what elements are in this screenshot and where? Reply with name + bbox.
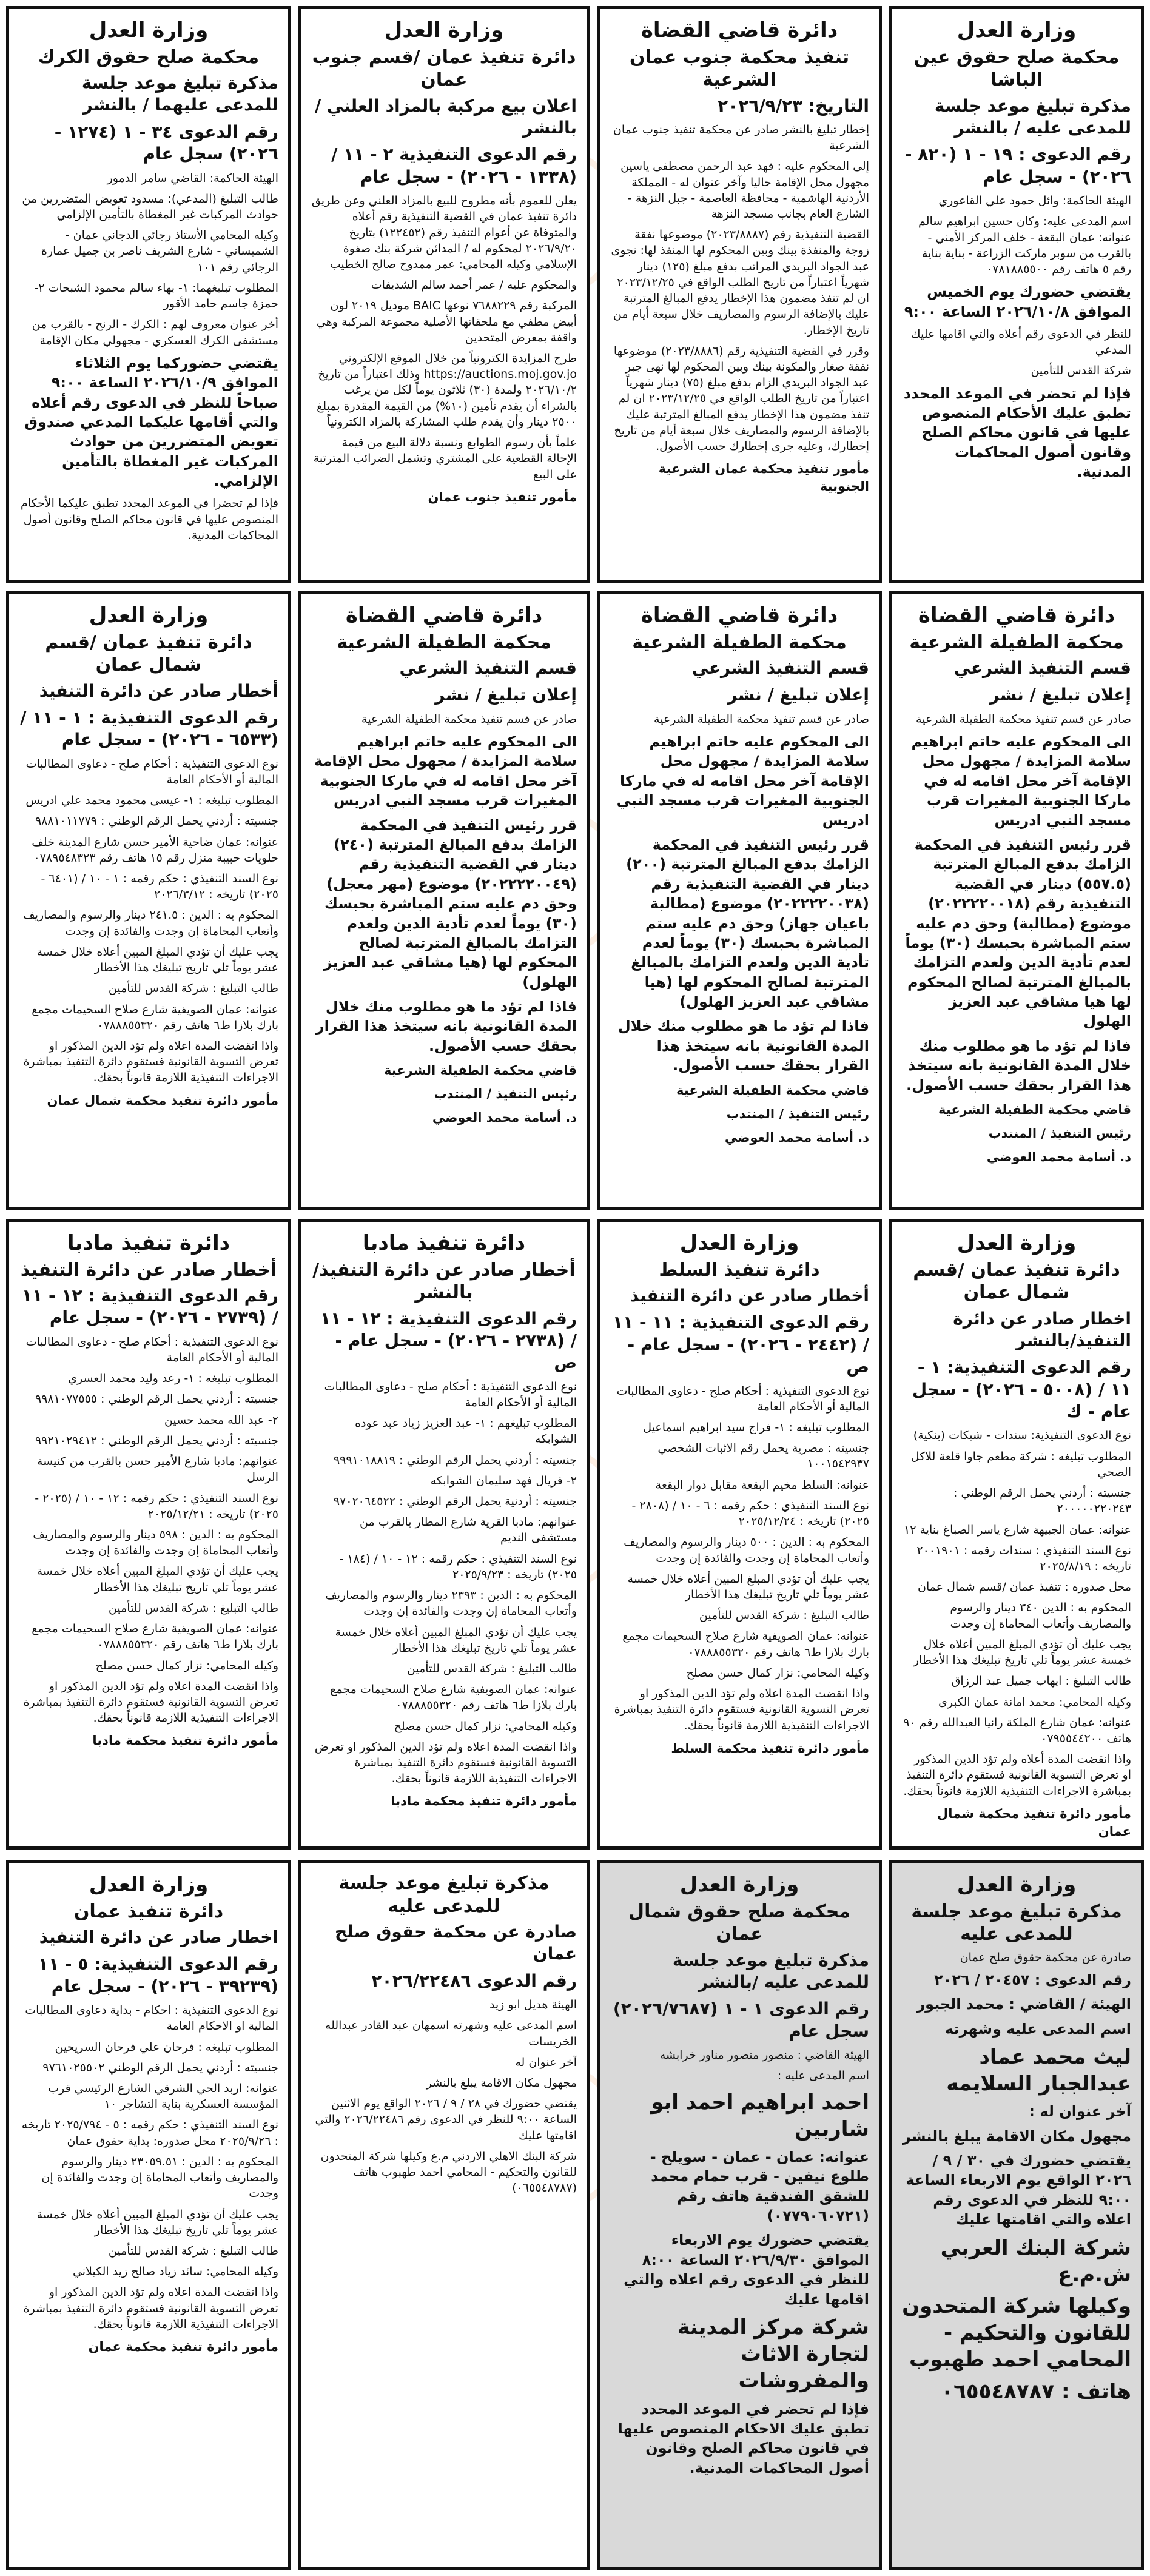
notice-paragraph: والمحكوم عليه / عمر أحمد سالم الشديفات: [371, 278, 577, 292]
notice-paragraph: صادر عن قسم تنفيذ محكمة الطفيلة الشرعية: [654, 712, 869, 726]
notice: [597, 6, 882, 583]
notice-paragraph: واذا انقضت المدة اعلاه ولم تؤد الدين المذكور او تعرض التسوية القانونية فستقوم دائرة التنفيذ بمباشرة الاجراءات التنفيذية اللازمة قانوناً بحقك.: [614, 1687, 869, 1732]
notice-paragraph: عنوانه: السلط مخيم البقعة مقابل دوار البقعة: [655, 1478, 869, 1492]
notice: [298, 1219, 590, 1850]
notice-subheading: رقم الدعوى التنفيذية: ٥ - ١١ (٣٩٢٣٩ - ٢٠٢٦) - سجل عام: [38, 1954, 278, 1996]
notice-paragraph: شركة القدس للتأمين: [1031, 364, 1131, 378]
notice-paragraph: جنسيته : أردني يحمل الرقم الوطني : ٩٨٨١٠١١٧٧٩: [35, 814, 278, 828]
notice-paragraph: المطلوب تبليغهما: ١- بهاء سالم محمود الشبحات ٢- حمزة جاسم حامد الأقور: [34, 281, 278, 311]
notice-paragraph: يجب عليك أن تؤدي المبلغ المبين أعلاه خلال خمسة عشر يوماً تلي تاريخ تبليغك هذا الأخطار: [913, 1637, 1131, 1668]
notice-ministry: وزارة العدل: [957, 1231, 1077, 1255]
notice-paragraph: المحكوم به : الدين : ٥٠٠ دينار والرسوم والمصاريف وأتعاب المحاماة إن وجدت والفائدة إن وجدت: [624, 1535, 869, 1565]
notice-heading: محكمة صلح حقوق شمال عمان: [628, 1900, 850, 1945]
notice-paragraph: وقرر في القضية التنفيذية رقم (٢٠٢٣/٨٨٨٦) موضوعها نفقة صغار والمكونة بينك وبين المحكوم لها نهى جبر عبد الجواد البريدي الزام بدفع مبلغ (٧٥) دينار شهرياً اعتباراً من تاريخ الطلب الواقع في ٢٠٢٣/١٢/٢٥ ان لم تنفذ مضمون هذا الإخطار يدفع المبالغ المترتبة عليك بالإضافة الرسوم والمصاريف خلال سبعة أيام من تاريخ إخطارك، وعليه جرى إخطارك حسب الأصول.: [613, 344, 869, 454]
notice: [889, 6, 1144, 583]
notice-paragraph: المطلوب تبليغه : فرحان علي فرحان السريحين: [55, 2040, 278, 2054]
notice-paragraph: واذا انقضت المدة اعلاه ولم تؤد الدين المذكور او تعرض التسوية القانونية فستقوم دائرة التنفيذ بمباشرة الاجراءات التنفيذية اللازمة قانوناً بحقك.: [23, 1039, 278, 1085]
notice-paragraph: طالب التبليغ : شركة القدس للتأمين: [108, 982, 278, 996]
notice-paragraph: الهيئة هديل ابو زيد: [489, 1998, 577, 2012]
notice: [889, 591, 1144, 1210]
notice-paragraph: طالب التبليغ : شركة القدس للتأمين: [406, 1662, 577, 1675]
notice-paragraph: المحكوم به : الدين : ٥٩٨ دينار والرسوم والمصاريف وأتعاب المحاماة إن وجدت والفائدة إن وجدت: [33, 1528, 278, 1558]
notice: [597, 1219, 882, 1850]
notice-signature: رئيس التنفيذ / المنتدب: [988, 1126, 1131, 1141]
notice-signature: مأمور دائرة تنفيذ محكمة عمان: [88, 2340, 278, 2355]
notice-heading: محكمة الطفيلة الشرعية: [632, 631, 847, 653]
notice-paragraph-bold: مجهول مكان الاقامة يبلغ بالنشر: [902, 2127, 1131, 2145]
notice-paragraph: المحكوم به : الدين : ٢٤١.٥ دينار والرسوم والمصاريف وأتعاب المحاماة إن وجدت والفائدة إن وجدت: [23, 908, 278, 938]
notice-subheading: رقم الدعوى التنفيذية: ١ - ١١ / (٥٠٠٨ - ٢٠٢٦) - سجل عام - ك: [912, 1357, 1131, 1422]
notice-ministry: دائرة قاضي القضاة: [641, 603, 838, 628]
notice-heading: محكمة صلح حقوق الكرك: [38, 46, 260, 68]
notice-paragraph: وكيله المحامي الأستاذ رجائي الدجاني عمان - الشميساني - شارع الشريف ناصر بن جميل عمارة الرجائي رقم ١٠١: [41, 229, 278, 274]
notice-paragraph: نوع السند التنفيذي : حكم رقمه : ١٢ - ١٠ / (٢٠٢٥ - ٢٠٢٥) تاريخه : ٢٠٢٥/١٢/٢١: [35, 1491, 278, 1521]
notice-paragraph-bold: يقتضي حضورك يوم الاربعاء الموافق ٢٠٢٦/٩/٣٠ الساعة ٨:٠٠ للنظر في الدعوى رقم اعلاه والتي اقامها عليك: [624, 2232, 869, 2308]
notice-paragraph-bold: يقتضي حضوركما يوم الثلاثاء الموافق ٢٠٢٦/١٠/٩ الساعة ٩:٠٠ صباحاً للنظر في الدعوى رقم أعلاه والتي أقامها عليكما المدعي صندوق تعويض المتضررين من حوادث المركبات غير المغطاة بالتأمين الإلزامي.: [24, 354, 278, 490]
notice-subheading: أخطار صادر عن دائرة التنفيذ: [39, 680, 278, 701]
notice-ministry: وزارة العدل: [679, 1873, 799, 1897]
notice-paragraph: وكيله المحامي: محمد امانة عمان الكبرى: [938, 1695, 1131, 1709]
notice-heading: مذكرة تبليغ موعد جلسة للمدعى عليه: [338, 1873, 550, 1917]
notice-signature: مأمور تنفيذ محكمة عمان الشرعية الجنوبية: [658, 461, 869, 494]
notice-heading: أخطار صادر عن دائرة التنفيذ/بالنشر: [312, 1259, 576, 1303]
notice-heading: مذكرة تبليغ موعد جلسة للمدعى عليه: [911, 1900, 1122, 1945]
notice-paragraph: واذا انقضت المدة اعلاه ولم تؤد الدين المذكور او تعرض التسوية القانونية فستقوم دائرة التنفيذ بمباشرة الاجراءات التنفيذية اللازمة قانوناً بحقك.: [23, 2286, 278, 2331]
notice-paragraph: عنوانه: عمان الصويفية شارع صلاح السحيمات مجمع بارك بلازا ط٦ هاتف رقم ٠٧٨٨٨٥٥٣٢٠: [32, 1622, 278, 1652]
notice-paragraph: آخر عنوان له: [515, 2055, 577, 2069]
notice-subheading: قسم التنفيذ الشرعي: [953, 658, 1131, 678]
notice-ministry: وزارة العدل: [957, 18, 1077, 42]
notice-ministry: دائرة تنفيذ مادبا: [67, 1231, 230, 1255]
notice-paragraph: عنوانهم: مادبا شارع الأمير حسن بالقرب من كنيسة الرسل: [36, 1455, 278, 1484]
notice-paragraph: الهيئة الحاكمة: وائل حمود علي القاعوري: [938, 194, 1131, 208]
notice-emphasis: شركة مركز المدينة لتجارة الاثاث والمفروشات: [678, 2315, 869, 2393]
notice-paragraph-bold: فاذا لم تؤد ما هو مطلوب منك خلال المدة القانونية بانه سيتخذ هذا القرار بحقك حسب الأصول.: [617, 1018, 869, 1075]
notice-paragraph-bold: الى المحكوم عليه حاتم ابراهيم سلامة المزايدة / مجهول محل الإقامة آخر محل اقامه له في ماركا الجنوبية المغيرات قرب مسجد النبي ادريس: [911, 733, 1131, 829]
notice-paragraph: طالب التبليغ : شركة القدس للتأمين: [108, 2244, 278, 2258]
notice-paragraph: يجب عليك أن تؤدي المبلغ المبين أعلاه خلال خمسة عشر يوماً تلي تاريخ تبليغك هذا الأخطار: [627, 1572, 869, 1602]
notice-subheading: رقم الدعوى التنفيذية : ١٢ - ١١ / (٢٧٣٩ - ٢٠٢٦) - سجل عام: [22, 1286, 278, 1328]
notice-signature: قاضي محكمة الطفيلة الشرعية: [676, 1082, 869, 1098]
notice-paragraph: وكيله المحامي: سائد زياد صالح زيد الكيلاني: [72, 2265, 278, 2279]
notice-paragraph: يجب عليك أن تؤدي المبلغ المبين أعلاه خلال خمسة عشر يوماً تلي تاريخ تبليغك هذا الأخطار: [36, 1565, 278, 1594]
notice-heading: دائرة تنفيذ عمان /قسم جنوب عمان: [312, 46, 576, 90]
notice-paragraph: جنسيته : أردني يحمل الرقم الوطني : ٩٩٨١٠٧٧٥٥٥: [35, 1392, 278, 1406]
notice-paragraph: المطلوب تبليغه : شركة مطعم جاوا قلعة للاكل الصحي: [910, 1449, 1131, 1479]
notice-paragraph: القضية التنفيذية رقم (٢٠٢٣/٨٨٨٧) موضوعها نفقة زوجة والمنفذة بينك وبين المحكوم لها المنفذ لها: نجوى عبد الجواد البريدي المراتب بدفع مبلغ (١٢٥) دينار شهرياً اعتباراً من تاريخ الطلب الواقع في ٢٠٢٣/١٢/٢٥ ان لم تنفذ مضمون هذا الإخطار يدفع المبالغ المترتبة عليك بالإضافة الرسوم والمصاريف خلال سبعة أيام من تاريخ الإخطار.: [611, 228, 869, 337]
notice-subheading: صادرة عن محكمة حقوق صلح عمان: [334, 1922, 577, 1964]
notice-paragraph: وكيله المحامي: نزار كمال حسن مصلح: [686, 1666, 869, 1680]
notice-ministry: وزارة العدل: [384, 18, 504, 42]
notice-signature: رئيس التنفيذ / المنتدب: [726, 1106, 869, 1121]
notice-subheading: إعلان تبليغ / نشر: [727, 685, 869, 705]
notice-subheading: رقم الدعوى التنفيذية : ١ - ١١ / (٦٥٣٣ - ٢٠٢٦) - سجل عام: [20, 707, 278, 750]
notice-subheading: رقم الدعوى التنفيذية : ١١ - ١١ / (٢٤٤٢ - ٢٠٢٦) - سجل عام - ص: [613, 1312, 869, 1377]
notice-heading: أخطار صادر عن دائرة التنفيذ: [20, 1259, 277, 1281]
notice-paragraph: نوع الدعوى التنفيذية : أحكام صلح - دعاوى المطالبات المالية أو الأحكام العامة: [324, 1380, 577, 1409]
notice-heading: دائرة تنفيذ عمان /قسم شمال عمان: [913, 1259, 1120, 1303]
notice: [6, 6, 291, 583]
notice-paragraph: نوع الدعوى التنفيذية: سندات - شيكات (بنكية): [913, 1429, 1131, 1443]
notice: [889, 1219, 1144, 1850]
notice-subheading: مذكرة تبليغ موعد جلسة للمدعى عليه /بالنشر: [672, 1950, 869, 1992]
notice-paragraph-bold: الهيئة / القاضي : محمد الجبور: [916, 1996, 1131, 2013]
notice-ministry: دائرة قاضي القضاة: [641, 18, 838, 42]
notice-paragraph: فإذا لم تحضرا في الموعد المحدد تطبق عليكما الأحكام المنصوص عليها في قانون محاكم الصلح وقانون أصول المحاكمات المدنية.: [21, 497, 278, 542]
notice: [6, 1860, 291, 2570]
notice-paragraph-bold: رقم الدعوى : ٢٠٤٥٧ / ٢٠٢٦: [934, 1971, 1131, 1988]
notice-paragraph: عنوانه: عمان الجبيهة شارع ياسر الصباغ بناية ١٢: [904, 1523, 1131, 1537]
notice-subheading: رقم الدعوى ١ - ١ (٢٠٢٦/٧٦٨٧) سجل عام: [613, 1999, 869, 2041]
notice-paragraph: واذا انقضت المدة أعلاه ولم تؤد الدين المذكور او تعرض التسوية القانونية فستقوم دائرة التنفيذ بمباشرة الاجراءات التنفيذية اللازمة قانوناً بحقك.: [903, 1753, 1131, 1798]
notice-signature: قاضي محكمة الطفيلة الشرعية: [384, 1063, 577, 1078]
notice-emphasis: ليث محمد عماد عبدالجبار السلايمه: [946, 2044, 1131, 2096]
notice-paragraph: المطلوب تبليغهم : ١- عبد العزيز زياد عبد عوده الشوابكه: [355, 1417, 577, 1446]
notice-emphasis: وكيلها شركة المتحدون للقانون والتحكيم - المحامي احمد طهبوب: [902, 2293, 1131, 2372]
notice-signature: قاضي محكمة الطفيلة الشرعية: [938, 1102, 1131, 1118]
notice-paragraph: نوع السند التنفيذي : سندات رقمه : ٢٠٠١٩٠١ تاريخه : ٢٠٢٥/٨/١٩: [916, 1543, 1131, 1573]
notice-ministry: وزارة العدل: [89, 18, 209, 42]
notice-paragraph: المحكوم به : الدين : ٢٣٩٣ دينار والرسوم والمصاريف وأتعاب المحاماة إن وجدت والفائدة إن وجدت: [325, 1589, 577, 1618]
notice-paragraph-bold: قرر رئيس التنفيذ في المحكمة الزامك بدفع المبالغ المترتبة (٥٥٧.٥) دينار في القضية التنفيذية رقم (٢٠٢٢٢٢٠٠١٨) موضوع (مطالبة) وحق دم عليه ستم المباشرة بحبسك (٣٠) يوماً لعدم تأدية الدين ولعدم التزامك بالمبالغ المترتبة لصالح المحكوم لها هيا مشاقي عبد العزيز الهلول: [905, 836, 1131, 1030]
notice-paragraph: للنظر في الدعوى رقم أعلاه والتي اقامها عليك المدعي: [910, 327, 1131, 357]
notice-paragraph-bold: قرر رئيس التنفيذ في المحكمة الزامك بدفع المبالغ المترتبة (٢٤٠) دينار في القضية التنفيذية رقم (٢٠٢٢٢٢٠٠٤٩) موضوع (مهر معجل) وحق دم عليه ستم المباشرة بحبسك (٣٠) يوماً لعدم تأدية الدين ولعدم التزامك بالمبالغ المترتبة لصالح المحكوم لها (هيا مشاقي عبد العزيز الهلول): [323, 816, 577, 991]
notice-paragraph: اسم المدعى عليه وشهرته اسمهان عبد القادر عبدالله الخريسات: [324, 2019, 577, 2048]
notice-paragraph: جنسيته : أردني يحمل الرقم الوطني : ٩٩٢١٠٢٩٤١٢: [35, 1434, 278, 1447]
notice-ministry: وزارة العدل: [89, 603, 209, 628]
notice-paragraph: المركبة رقم ٧٦٨٨٢٢٩ نوعها BAIC موديل ٢٠١٩ لون أبيض مطفي مع ملحقاتها الأصلية مجموعة المركبة وهي واقفة بمعرض المتحدين: [316, 299, 577, 344]
notice-paragraph: علماً بأن رسوم الطوابع ونسبة دلالة البيع من قيمة الإحالة القطعية على المشتري وتشمل الضرائب المترتبة على البيع: [313, 436, 577, 481]
notice-paragraph: أخر عنوان معروف لهم : الكرك - الرنح - بالقرب من مستشفى الكرك العسكري - مجهولي مكان الإقامة: [32, 318, 278, 347]
notice-paragraph: يجب عليك أن تؤدي المبلغ المبين أعلاه خلال خمسة عشر يوماً تلي تاريخ تبليغك هذا الأخطار: [36, 2207, 278, 2237]
notice-paragraph: المحكوم به : الدين : ٢٣٠٥٩.٥١ دينار والرسوم والمصاريف وأتعاب المحاماة إن وجدت والفائدة إن وجدت: [41, 2155, 278, 2201]
notice-paragraph: الهيئة القاضي : منصور منصور مناور خرابشه: [659, 2048, 869, 2062]
notice-subheading: رقم الدعوى : ١٩ - ١ (٨٢٠ - ٢٠٢٦) - سجل عام: [904, 144, 1131, 187]
notice-paragraph: يجب عليك أن تؤدي المبلغ المبين أعلاه خلال خمسة عشر يوماً تلي تاريخ تبليغك هذا الأخطار: [335, 1625, 577, 1655]
notice-signature: مأمور دائرة تنفيذ محكمة شمال عمان: [937, 1806, 1131, 1839]
notice-paragraph: اسم المدعى عليه :: [777, 2069, 869, 2083]
notice-subheading: رقم الدعوى ٢٠٢٦/٢٢٤٨٦: [371, 1970, 577, 1991]
notice-paragraph: جنسيته : مصرية يحمل رقم الاثبات الشخصي ١٠٠١٥٤٢٩٣٧: [657, 1441, 869, 1471]
notice-paragraph: طالب التبليغ : ايهاب جميل عبد الرزاق: [951, 1674, 1131, 1688]
notice-heading: محكمة صلح حقوق عين الباشا: [913, 46, 1120, 90]
notice: [597, 1860, 882, 2570]
notice: [298, 1860, 590, 2570]
notice-subheading: إعلان تبليغ / نشر: [435, 685, 577, 705]
notice-paragraph: طالب التبليغ : شركة القدس للتأمين: [108, 1601, 278, 1615]
notice-paragraph: عنوانه: عمان الصويفية شارع صلاح السحيمات مجمع بارك بلازا ط٦ هاتف رقم ٠٧٨٨٨٥٥٣٢٠: [330, 1683, 577, 1712]
notice-paragraph-bold: الى المحكوم عليه حاتم ابراهيم سلامة المزايدة / مجهول محل الإقامة آخر محل اقامه له في ماركا الجنوبية المغيرات قرب مسجد النبي ادريس: [314, 733, 577, 810]
notice-ministry: دائرة تنفيذ مادبا: [362, 1231, 526, 1255]
notice-paragraph: نوع الدعوى التنفيذية : أحكام صلح - دعاوى المطالبات المالية أو الأحكام العامة: [25, 1335, 278, 1364]
notice-ministry: دائرة قاضي القضاة: [345, 603, 543, 628]
notice-signature: د. أسامة محمد العوضي: [986, 1149, 1131, 1164]
notice-paragraph: واذا انقضت المدة اعلاه ولم تؤد الدين المذكور او تعرض التسوية القانونية فستقوم دائرة التنفيذ بمباشرة الاجراءات التنفيذية اللازمة قانوناً بحقك.: [314, 1740, 577, 1786]
notice-paragraph-bold: قرر رئيس التنفيذ في المحكمة الزامك بدفع المبالغ المترتبة (٢٠٠) دينار في القضية التنفيذية رقم (٢٠٢٢٢٢٠٠٣٨) موضوع (مطالبة باعيان جهاز) وحق دم عليه ستم المباشرة بحبسك (٣٠) يوماً لعدم تأدية الدين ولعدم التزامك بالمبالغ المترتبة لصالح المحكوم لها (هيا مشاقي عبد العزيز الهلول): [626, 836, 869, 1011]
notice-subheading: رقم الدعوى التنفيذية ٢ - ١١ / (١٣٣٨ - ٢٠٢٦) - سجل عام: [331, 144, 577, 187]
notice-paragraph: نوع السند التنفيذي : حكم رقمه : ١ - ١٠ / (٦٤٠١ - ٢٠٢٥) تاريخه : ٢٠٢٦/٣/١٢: [41, 871, 278, 902]
notice-signature: مأمور دائرة تنفيذ محكمة مادبا: [391, 1794, 577, 1809]
notice-paragraph: عنوانه: عمان الصويفية شارع صلاح السحيمات مجمع بارك بلازا ط٦ هاتف رقم ٠٧٨٨٨٥٥٣٢٠: [622, 1629, 869, 1659]
notice-paragraph: وكيله المحامي: نزار كمال حسن مصلح: [95, 1659, 278, 1672]
notice-emphasis: شركة البنك العربي ش.م.ع: [940, 2235, 1131, 2287]
notice-ministry: وزارة العدل: [957, 1873, 1077, 1897]
notice-paragraph: نوع الدعوى التنفيذية : أحكام صلح - دعاوى المطالبات المالية أو الأحكام العامة: [25, 757, 278, 787]
notice-subheading: اعلان بيع مركبة بالمزاد العلني / بالنشر: [314, 95, 577, 138]
notice-subheading: قسم التنفيذ الشرعي: [691, 658, 869, 678]
notice-paragraph: يجب عليك أن تؤدي المبلغ المبين أعلاه خلال خمسة عشر يوماً تلي تاريخ تبليغك هذا الأخطار: [36, 945, 278, 975]
notice: [6, 1219, 291, 1850]
notice-paragraph: إلى المحكوم عليه : فهد عبد الرحمن مصطفى ياسين مجهول محل الإقامة حاليا وآخر عنوان له - المملكة الأردنية الهاشمية - محافظة العاصمة - جبل النزهة - الشارع العام بجانب مسجد النزهة: [620, 159, 869, 221]
notice-paragraph: صادر عن قسم تنفيذ محكمة الطفيلة الشرعية: [916, 712, 1131, 726]
notice-paragraph: نوع الدعوى التنفيذية : أحكام صلح - دعاوى المطالبات المالية أو الأحكام العامة: [616, 1384, 869, 1414]
notice: [298, 6, 590, 583]
notice-emphasis: احمد ابراهيم احمد ابو شاربين: [651, 2090, 869, 2141]
notice-heading: دائرة تنفيذ عمان: [73, 1900, 224, 1922]
notice-paragraph: صادرة عن محكمة حقوق صلح عمان: [960, 1950, 1131, 1964]
notice-paragraph: عنوانهم: مادبا القرية شارع المطار بالقرب من مستشفى النديم: [360, 1515, 577, 1545]
notice-subheading: التاريخ: ٢٠٢٦/٩/٢٣: [718, 95, 869, 116]
notice-subheading: اخطار صادر عن دائرة التنفيذ: [39, 1927, 278, 1947]
notice-paragraph: عنوانه: اربد الحي الشرقي الشارع الرئيسي قرب المؤسسة العسكرية بناية التشاجر ١٠: [48, 2082, 278, 2111]
notice-paragraph-bold: اسم المدعى عليه وشهرته: [945, 2020, 1131, 2038]
notice-subheading: إعلان تبليغ / نشر: [989, 685, 1131, 705]
notice-paragraph: وكيله المحامي: نزار كمال حسن مصلح: [394, 1719, 577, 1733]
notice-paragraph: طالب التبليغ : شركة القدس للتأمين: [699, 1609, 869, 1623]
notice-paragraph: نوع الدعوى التنفيذية : احكام - بداية دعاوى المطالبات المالية او الاحكام العامة: [25, 2004, 278, 2033]
notice-paragraph: المحكوم به : الدين ٣٤٠ دينار والرسوم والمصاريف وأتعاب المحاماة إن وجدت: [950, 1601, 1131, 1631]
notice-paragraph: صادر عن قسم تنفيذ محكمة الطفيلة الشرعية: [361, 712, 577, 726]
notice: [298, 591, 590, 1210]
notice-paragraph: اسم المدعى عليه: وكان حسين ابراهيم سالم عنوانه: عمان البقعة - خلف المركز الأمني - بالقرب من سوبر ماركت الزراعة - بناية بناية رقم ٥ هاتف رقم ٠٧٨١٨٨٥٥٠٠: [918, 215, 1131, 276]
notice-subheading: رقم الدعوى التنفيذية : ١٢ - ١١ / (٢٧٣٨ - ٢٠٢٦) - سجل عام - ص: [320, 1308, 577, 1373]
notice-paragraph: ٢- فريال فهد سليمان الشوابكه: [430, 1474, 577, 1488]
notice-paragraph: المطلوب تبليغه : ١- فراج سيد ابراهيم اسماعيل: [643, 1421, 869, 1434]
notice: [889, 1860, 1144, 2570]
notice-signature: د. أسامة محمد العوضي: [432, 1110, 577, 1125]
notice: [597, 591, 882, 1210]
notice-subheading: مذكرة تبليغ موعد جلسة للمدعى عليهما / بالنشر: [81, 73, 278, 115]
notice-paragraph: عنوانه: عمان ضاحية الأمير حسن شارع المدينة خلف حلويات حبيبة منزل رقم ١٥ هاتف رقم ٠٧٨٩٥٤٨٣٢٣: [32, 835, 278, 865]
notice-paragraph: يعلن للعموم بأنه مطروح للبيع بالمزاد العلني وعن طريق دائرة تنفيذ عمان في القضية التنفيذية رقم أعلاه والمتوفاة عن أعوام التنفيذ رقم (١٢٢٤٥٢) بتاريخ ٢٠٢٦/٩/٢٠ لمحكوم له / المدائن شركة بنك صفوة الإسلامي وكيله المحامي: عمر ممدوح صالح الخطيب: [311, 194, 577, 271]
notice-paragraph: طرح المزايدة الكترونياً من خلال الموقع الإلكتروني https://auctions.moj.gov.jo وذلك اعتباراً من تاريخ ٢٠٢٦/١٠/٢ ولمدة (٣٠) ثلاثون يوماً لكل من يرغب بالشراء أن يقدم تأمين (١٠%) من القيمة المقدرة بمبلغ ٢٥٠٠ دينار وأن يقدم طلب المشاركة بالمزاد الكترونياً: [317, 352, 577, 429]
notice-paragraph: الهيئة الحاكمة: القاضي سامر الدمور: [107, 171, 278, 185]
notice-heading: محكمة الطفيلة الشرعية: [909, 631, 1124, 653]
notice-paragraph-bold: عنوانه: عمان - عمان - سويلح - طلوع نيفين - قرب حمام محمد للشقق الفندقية هاتف رقم (٠٧٧٩٠٦٠٧٢١): [650, 2148, 869, 2225]
notice-paragraph: جنسيته : أردني يحمل الرقم الوطني ٩٧٦١٠٢٥٥٠٢: [42, 2061, 278, 2075]
notice-paragraph: يقتضي حضورك في ٢٨ / ٩ / ٢٠٢٦ الواقع يوم الاثنين الساعة ٩:٠٠ للنظر في الدعوى رقم ٢٠٢٦/٢٢٤٨٦ والتي اقامتها عليك: [315, 2097, 577, 2142]
notice-paragraph-bold: فاذا لم تؤد ما هو مطلوب منك خلال المدة القانونية بانه سيتخذ هذا القرار بحقك حسب الأصول.: [906, 1037, 1131, 1094]
notice-signature: مأمور دائرة تنفيذ محكمة السلط: [671, 1740, 869, 1756]
notice-signature: مأمور تنفيذ جنوب عمان: [428, 489, 577, 505]
notice-paragraph: جنسيته : أردني يحمل الرقم الوطني : ٩٩٩١٠١٨٨١٩: [333, 1453, 577, 1467]
notice-ministry: وزارة العدل: [679, 1231, 799, 1255]
notice-ministry: دائرة قاضي القضاة: [918, 603, 1115, 628]
notice-signature: مأمور دائرة تنفيذ محكمة مادبا: [92, 1733, 278, 1748]
notice-paragraph-bold: فإذا لم تحضر في الموعد المحدد تطبق عليك الأحكام المنصوص عليها في قانون محاكم الصلح وقانون أصول المحاكمات المدنية.: [903, 384, 1131, 481]
notice-paragraph: عنوانه: عمان الصويفية شارع صلاح السحيمات مجمع بارك بلازا ط٦ هاتف رقم ٠٧٨٨٨٥٥٣٢٠: [32, 1002, 278, 1032]
notice-paragraph: إخطار تبليغ بالنشر صادر عن محكمة تنفيذ جنوب عمان الشرعية: [613, 122, 869, 153]
notice-heading: دائرة تنفيذ السلط: [659, 1259, 820, 1281]
notice-paragraph: محل صدوره : تنفيذ عمان /قسم شمال عمان: [918, 1580, 1131, 1594]
notice-paragraph: نوع السند التنفيذي : حكم رقمه : ١٢ - ١٠ / (١٨٤ - ٢٠٢٥) تاريخه : ٢٠٢٥/٩/٢٣: [339, 1552, 577, 1581]
notice-paragraph: نوع السند التنفيذي : حكم رقمه : ٥ - ٢٠٢٥/٧٩٤ تاريخه : ٢٠٢٥/٩/٢٦ محل صدوره: بداية حقوق عمان: [21, 2118, 278, 2148]
notice-paragraph: جنسيته : أردنية يحمل الرقم الوطني : ٩٧٠٢٠٦٤٥٢٢: [333, 1494, 577, 1508]
notice-paragraph: واذا انقضت المدة اعلاه ولم تؤد الدين المذكور او تعرض التسوية القانونية فستقوم دائرة التنفيذ بمباشرة الاجراءات التنفيذية اللازمة قانوناً بحقك.: [23, 1679, 278, 1725]
notice-paragraph: جنسيته : أردني يحمل الرقم الوطني : ٢٠٠٠٠٠٢٢٠٢٤٣: [953, 1486, 1131, 1516]
notice-ministry: وزارة العدل: [89, 1873, 209, 1897]
notice-paragraph-bold: الى المحكوم عليه حاتم ابراهيم سلامة المزايدة / مجهول محل الإقامة آخر محل اقامه له في ماركا الجنوبية المغيرات قرب مسجد النبي ادريس: [616, 733, 869, 829]
notice-heading: تنفيذ محكمة جنوب عمان الشرعية: [629, 46, 850, 90]
notice-paragraph: شركة البنك الاهلي الاردني م.ع وكيلها شركة المتحدون للقانون والتحكيم - المحامي احمد طهبوب هاتف (٠٦٥٥٤٨٧٨٧): [320, 2149, 577, 2195]
notice-paragraph-bold: فاذا لم تؤد ما هو مطلوب منك خلال المدة القانونية بانه سيتخذ هذا القرار بحقك حسب الأصول.: [315, 998, 577, 1055]
notice-subheading: اخطار صادر عن دائرة التنفيذ/بالنشر: [953, 1308, 1131, 1350]
notice-subheading: مذكرة تبليغ موعد جلسة للمدعى عليه / بالنشر: [934, 95, 1131, 138]
notice-subheading: قسم التنفيذ الشرعي: [399, 658, 577, 678]
notice-paragraph: المطلوب تبليغه : ١- عيسى محمود محمد علي ادريس: [25, 794, 278, 808]
notice-paragraph: نوع السند التنفيذي : حكم رقمه : ٦ - ١٠ / (٢٨٠٨ - ٢٠٢٥) تاريخه : ٢٠٢٥/١٢/٢٤: [631, 1498, 869, 1529]
notice-paragraph: مجهول مكان الاقامة يبلغ بالنشر: [426, 2076, 577, 2090]
notice-paragraph-bold: آخر عنوان له :: [1029, 2103, 1131, 2121]
notice-emphasis: هاتف : ٠٦٥٥٤٨٧٨٧: [941, 2379, 1131, 2404]
notice-paragraph-bold: فإذا لم تحضر في الموعد المحدد تطبق عليك الاحكام المنصوص عليها في قانون محاكم الصلح وقانون أصول المحاكمات المدنية.: [617, 2400, 869, 2477]
notice-paragraph-bold: يقتضي حضورك يوم الخميس الموافق ٢٠٢٦/١٠/٨ الساعة ٩:٠٠: [904, 283, 1131, 320]
notice-paragraph-bold: يقتضي حضورك في ٣٠ / ٩ / ٢٠٢٦ الواقع يوم الاربعاء الساعة ٩:٠٠ للنظر في الدعوى رقم اعلاه والتي اقامتها عليك: [906, 2152, 1131, 2229]
notice-paragraph: ٢- عبد الله محمد حسين: [164, 1413, 278, 1427]
notice-heading: محكمة الطفيلة الشرعية: [337, 631, 551, 653]
notice-signature: مأمور دائرة تنفيذ محكمة شمال عمان: [47, 1093, 278, 1108]
notice-paragraph: عنوانه: عمان شارع الملكة رانيا العبدالله رقم ٩٠ هاتف ٠٧٩٥٥٤٤٢٠٠: [903, 1716, 1131, 1745]
notice-paragraph: طالب التبليغ (المدعي): مسدود تعويض المتضررين من حوادث المركبات غير المغطاة بالتأمين الإلزامي: [22, 192, 278, 221]
notice-subheading: رقم الدعوى ٣٤ - ١ (١٢٧٤ - ٢٠٢٦) سجل عام: [54, 121, 278, 164]
notice-subheading: أخطار صادر عن دائرة التنفيذ: [630, 1286, 869, 1306]
notice-signature: رئيس التنفيذ / المنتدب: [434, 1087, 577, 1102]
notice-heading: دائرة تنفيذ عمان /قسم شمال عمان: [45, 631, 252, 676]
notice: [6, 591, 291, 1210]
notice-paragraph: المطلوب تبليغه : ١- رعد وليد محمد العسري: [68, 1372, 278, 1386]
notice-signature: د. أسامة محمد العوضي: [724, 1130, 869, 1145]
